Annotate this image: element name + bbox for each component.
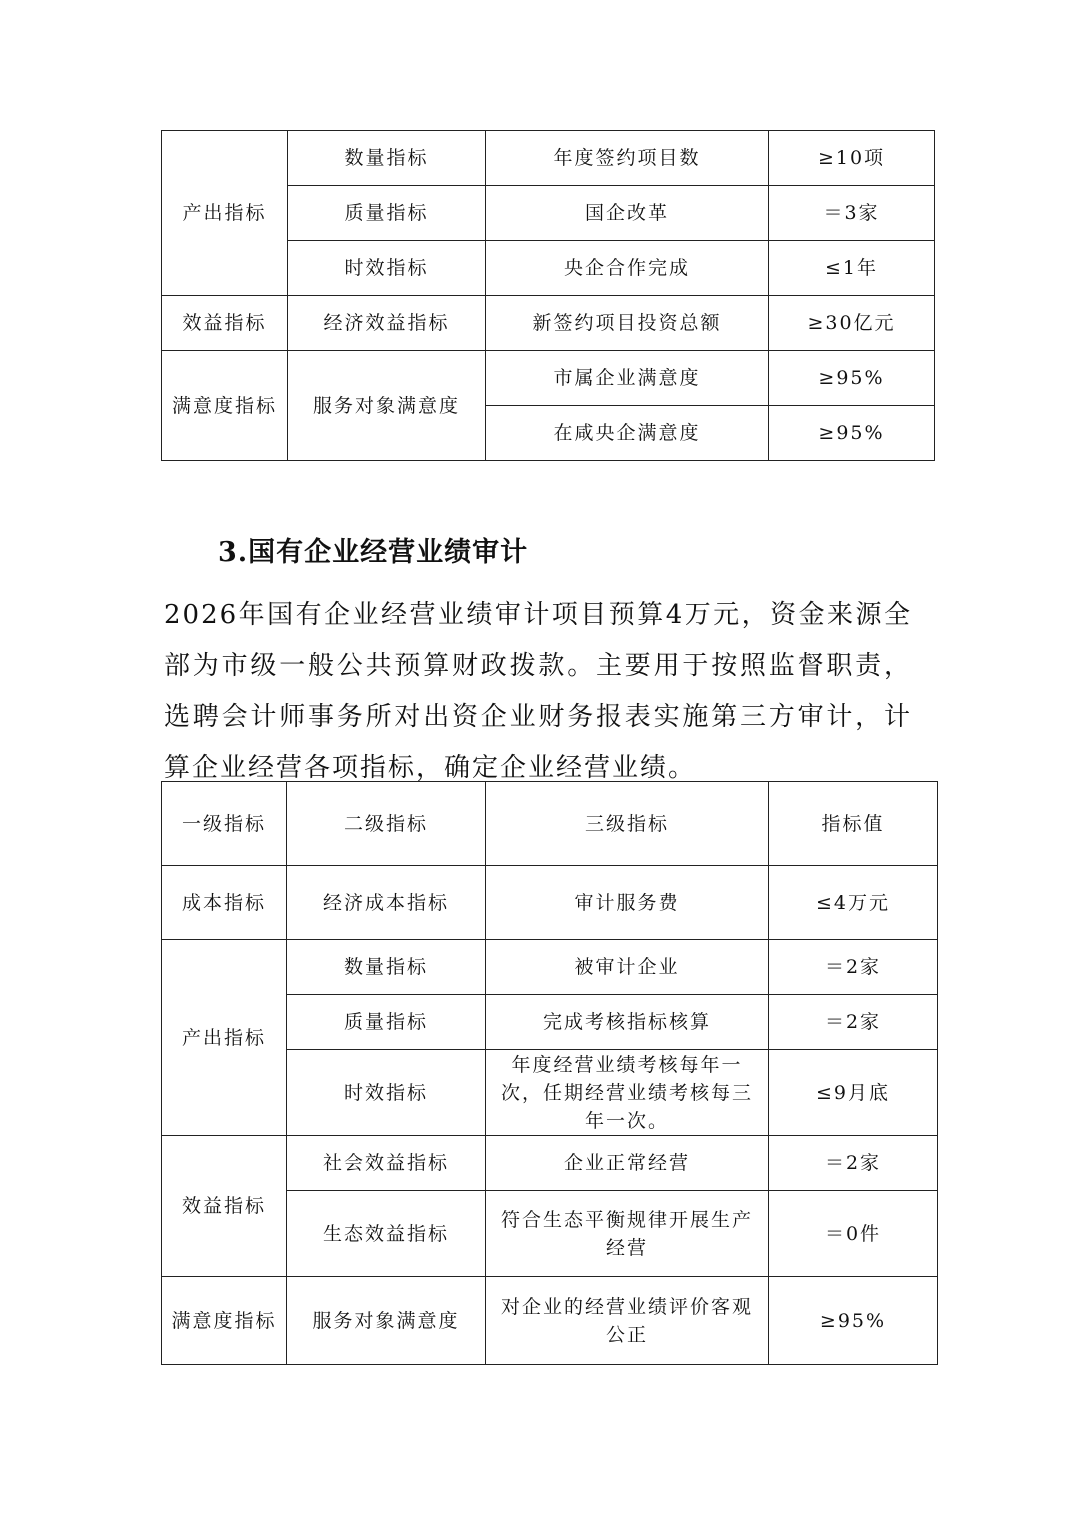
column-header: 三级指标 [486,782,769,866]
table-cell: 时效指标 [287,1050,486,1136]
table-header-row [162,782,938,866]
table-cell: ≥95% [769,351,935,406]
table-cell: ≥10项 [769,131,935,186]
table-cell: ≥95% [769,1277,938,1365]
table-cell: 产出指标 [162,131,288,296]
table-cell: 完成考核指标核算 [486,995,769,1050]
table-cell: 生态效益指标 [287,1191,486,1277]
table-cell: 服务对象满意度 [287,1277,486,1365]
table-cell: ＝2家 [769,1136,938,1191]
table-cell: 效益指标 [162,296,288,351]
table-cell: 年度经营业绩考核每年一次，任期经营业绩考核每三年一次。 [486,1050,769,1136]
table-cell: 成本指标 [162,866,287,940]
table-cell: ≤4万元 [769,866,938,940]
table-cell: 经济效益指标 [288,296,486,351]
table-cell: 质量指标 [288,186,486,241]
table-cell: 满意度指标 [162,351,288,461]
column-header: 二级指标 [287,782,486,866]
table-cell: 企业正常经营 [486,1136,769,1191]
table-cell: 符合生态平衡规律开展生产经营 [486,1191,769,1277]
table-cell: 审计服务费 [486,866,769,940]
table-cell: 央企合作完成 [486,241,769,296]
table-row [162,131,935,186]
table-cell: 经济成本指标 [287,866,486,940]
table-cell: 社会效益指标 [287,1136,486,1191]
table-cell: ＝2家 [769,995,938,1050]
table-cell: 满意度指标 [162,1277,287,1365]
table-cell: 产出指标 [162,940,287,1136]
section-heading: 3.国有企业经营业绩审计 [218,537,529,568]
table-cell: ≥30亿元 [769,296,935,351]
table-cell: ＝3家 [769,186,935,241]
table-cell: 新签约项目投资总额 [486,296,769,351]
table-cell: 质量指标 [287,995,486,1050]
table-row [162,1277,938,1365]
table-cell: ＝2家 [769,940,938,995]
table-cell: ＝0件 [769,1191,938,1277]
table-cell: 时效指标 [288,241,486,296]
table-cell: 国企改革 [486,186,769,241]
column-header: 指标值 [769,782,938,866]
table-cell: ≥95% [769,406,935,461]
section-paragraph: 2026年国有企业经营业绩审计项目预算4万元，资金来源全部为市级一般公共预算财政拨款。主要用于按照监督职责，选聘会计师事务所对出资企业财务报表实施第三方审计，计算企业经营各项指标，确定企业经营业绩。 [164,600,912,783]
table-cell: 被审计企业 [486,940,769,995]
table-cell: ≤9月底 [769,1050,938,1136]
table-cell: 对企业的经营业绩评价客观公正 [486,1277,769,1365]
table-performance-indicators-2 [161,781,938,1365]
table-row [162,1136,938,1191]
table-row [162,351,935,406]
table-row [162,940,938,995]
column-header: 一级指标 [162,782,287,866]
table-cell: ≤1年 [769,241,935,296]
table-performance-indicators-1 [161,130,935,461]
table-cell: 市属企业满意度 [486,351,769,406]
table-cell: 数量指标 [287,940,486,995]
table-cell: 效益指标 [162,1136,287,1277]
table-cell: 服务对象满意度 [288,351,486,461]
table-cell: 年度签约项目数 [486,131,769,186]
table-row [162,866,938,940]
table-cell: 在咸央企满意度 [486,406,769,461]
table-row [162,296,935,351]
table-cell: 数量指标 [288,131,486,186]
